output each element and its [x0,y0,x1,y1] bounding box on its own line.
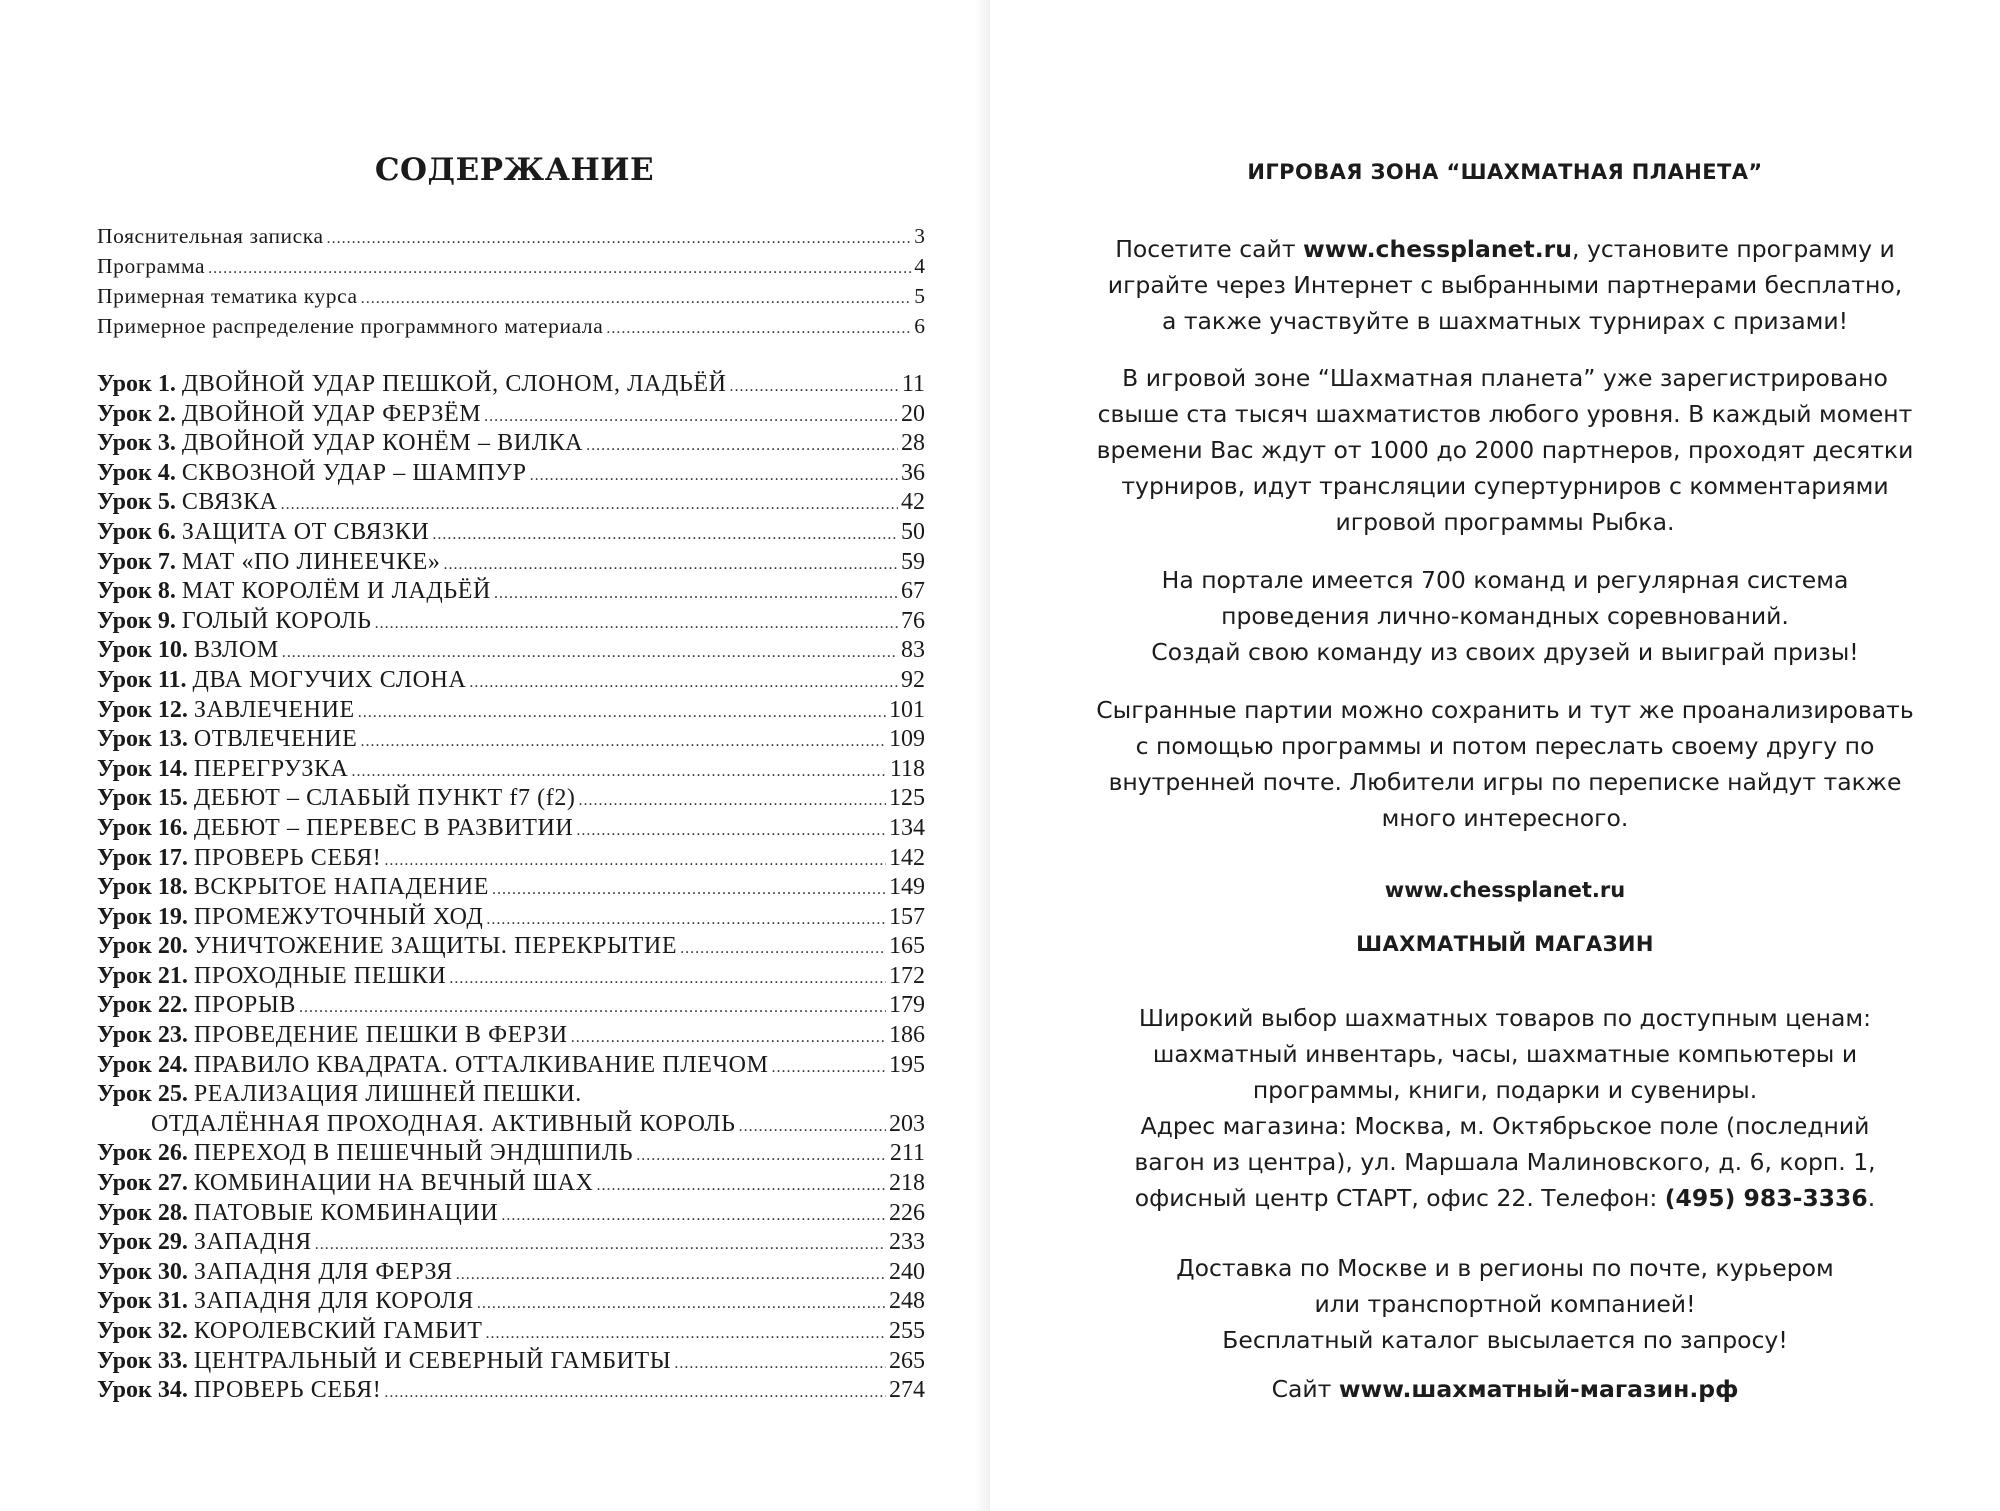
paragraph-games [1060,692,1950,836]
toc-lesson-number: Урок 26. [97,1140,194,1167]
toc-entry [97,430,925,460]
toc-page-number: 4 [914,254,925,278]
toc-entry-title: ВСКРЫТОЕ НАПАДЕНИЕ [193,874,489,901]
toc-entry [97,1259,925,1289]
toc-entry-title: Примерная тематика курса [97,284,358,308]
toc-dot-leader [352,763,887,781]
toc-page-number: 76 [901,607,925,634]
shop-line: программы, книги, подарки и сувениры. [1252,1076,1758,1104]
shop-site-label: Сайт [1271,1375,1339,1403]
toc-page-number: 28 [901,430,925,457]
shop-line: Адрес магазина: Москва, м. Октябрьское поле (последний [1140,1112,1870,1140]
toc-dot-leader [358,704,886,722]
toc-entry-title: ВЗЛОМ [193,637,279,664]
toc-lesson-number: Урок 18. [97,874,194,901]
toc-dot-leader [384,852,886,870]
toc-page-number: 233 [889,1229,925,1256]
toc-entry-title: МАТ КОРОЛЁМ И ЛАДЬЁЙ [181,578,491,605]
toc-page-number: 165 [889,933,925,960]
paragraph-delivery [1060,1250,1950,1358]
toc-entry-title: СВЯЗКА [181,489,278,516]
toc-entry [97,1140,925,1170]
toc-entry [97,549,925,579]
toc-entry-title: ДВОЙНОЙ УДАР ФЕРЗЁМ [181,400,482,427]
heading-chess-shop: ШАХМАТНЫЙ МАГАЗИН [1356,932,1654,956]
toc-entry [97,460,925,490]
toc-page-number: 6 [914,314,925,338]
toc-entry-title: ГОЛЫЙ КОРОЛЬ [181,607,372,634]
toc-lesson-number: Урок 28. [97,1199,194,1226]
toc-entry-title: ЗАПАДНЯ [193,1229,312,1256]
toc-page-number: 248 [889,1288,925,1315]
portal-line: На портале имеется 700 команд и регулярная система [1161,566,1849,594]
toc-page-number: 109 [889,726,925,753]
toc-page-number: 218 [889,1170,925,1197]
games-line: много интересного. [1381,804,1629,832]
toc-dot-leader [469,674,898,692]
toc-entry-title: ЗАВЛЕЧЕНИЕ [193,696,355,723]
toc-intro-list [97,224,925,344]
toc-entry-title: ПРОХОДНЫЕ ПЕШКИ [193,962,447,989]
toc-dot-leader [456,1266,886,1284]
shop-line-end: . [1867,1184,1876,1212]
toc-dot-leader [739,1118,886,1136]
toc-lesson-number: Урок 9. [97,607,182,634]
toc-page-number: 36 [901,459,925,486]
toc-dot-leader [375,615,898,633]
shop-line: вагон из центра), ул. Маршала Малиновского, д. 6, корп. 1, [1134,1148,1876,1176]
toc-entry [97,578,925,608]
toc-page-number: 255 [889,1318,925,1344]
toc-entry [97,1377,925,1407]
toc-lesson-number: Урок 1. [97,371,182,397]
delivery-line: Бесплатный каталог высылается по запросу! [1222,1326,1788,1354]
toc-lesson-number: Урок 30. [97,1258,194,1285]
toc-lesson-number: Урок 25. [97,1081,194,1108]
toc-page-number: 203 [889,1110,925,1137]
toc-page-number: 157 [889,903,925,930]
toc-page-number: 179 [889,992,925,1019]
toc-entry [97,1111,925,1141]
toc-entry-title: ПРАВИЛО КВАДРАТА. ОТТАЛКИВАНИЕ ПЛЕЧОМ [193,1051,769,1078]
toc-entry-title: Примерное распределение программного материала [97,314,604,338]
zone-line: турниров, идут трансляции супертурниров с комментариями [1121,472,1889,500]
toc-page-number: 11 [901,371,925,397]
toc-dot-leader [596,1177,886,1195]
toc-dot-leader [674,1355,886,1373]
toc-lesson-number: Урок 13. [97,726,194,753]
toc-lesson-number: Урок 6. [97,518,182,545]
toc-page-number: 226 [889,1199,925,1226]
toc-entry [97,1200,925,1230]
toc-dot-leader [680,940,886,958]
toc-lesson-number: Урок 15. [97,785,194,812]
toc-dot-leader [327,230,912,248]
toc-dot-leader [282,644,898,662]
heading-game-zone: ИГРОВАЯ ЗОНА “ШАХМАТНАЯ ПЛАНЕТА” [1247,160,1763,184]
toc-entry [97,697,925,727]
toc-entry-title: ОТДАЛЁННАЯ ПРОХОДНАЯ. АКТИВНЫЙ КОРОЛЬ [151,1110,736,1137]
toc-entry-title: ЗАПАДНЯ ДЛЯ КОРОЛЯ [193,1288,474,1315]
toc-entry-title: ОТВЛЕЧЕНИЕ [193,726,358,753]
toc-lesson-number: Урок 14. [97,755,194,782]
toc-dot-leader [484,408,898,426]
toc-entry [97,726,925,756]
toc-entry [97,1318,925,1348]
toc-entry [97,1170,925,1200]
toc-dot-leader [432,526,898,544]
toc-dot-leader [730,378,899,396]
toc-entry [97,933,925,963]
toc-page-number: 83 [901,637,925,664]
toc-page-number: 211 [889,1140,925,1167]
toc-dot-leader [530,467,898,485]
toc-entry-title: РЕАЛИЗАЦИЯ ЛИШНЕЙ ПЕШКИ. [193,1081,582,1108]
toc-lesson-number: Урок 20. [97,933,194,960]
toc-entry [97,608,925,638]
toc-dot-leader [586,437,898,455]
zone-line: В игровой зоне “Шахматная планета” уже зарегистрировано [1122,364,1888,392]
toc-lesson-number: Урок 34. [97,1377,194,1404]
left-page [0,0,990,1511]
toc-lesson-number: Урок 8. [97,578,182,605]
toc-page-number: 67 [901,578,925,605]
toc-entry [97,1288,925,1318]
toc-entry [97,963,925,993]
toc-lesson-number: Урок 24. [97,1051,194,1078]
toc-page-number: 195 [889,1051,925,1078]
toc-entry [97,756,925,786]
toc-entry-title: СКВОЗНОЙ УДАР – ШАМПУР [181,459,527,486]
visit-text: Посетите сайт [1115,235,1303,263]
toc-lesson-number: Урок 19. [97,903,194,930]
toc-page-number: 118 [889,755,925,782]
toc-entry-title: КОМБИНАЦИИ НА ВЕЧНЫЙ ШАХ [193,1170,594,1197]
toc-dot-leader [501,1207,886,1225]
toc-entry [97,992,925,1022]
toc-entry-title: ПРОВЕРЬ СЕБЯ! [193,844,382,871]
toc-lesson-number: Урок 3. [97,430,182,457]
toc-page-number: 50 [901,518,925,545]
toc-entry [97,254,925,284]
toc-entry-title: ПРОВЕДЕНИЕ ПЕШКИ В ФЕРЗИ [193,1022,568,1049]
toc-lesson-number: Урок 17. [97,844,194,871]
toc-dot-leader [576,822,886,840]
games-line: с помощью программы и потом переслать своему другу по [1135,732,1875,760]
toc-dot-leader [208,260,911,278]
toc-entry [97,519,925,549]
zone-line: времени Вас ждут от 1000 до 2000 партнеров, проходят десятки [1096,436,1914,464]
toc-dot-leader [281,496,898,514]
toc-entry-title: ДВОЙНОЙ УДАР КОНЁМ – ВИЛКА [181,430,584,457]
toc-dot-leader [360,733,886,751]
paragraph-portal [1060,562,1950,670]
toc-dot-leader [477,1295,886,1313]
toc-entry [97,1348,925,1378]
toc-lesson-number: Урок 33. [97,1347,194,1374]
toc-dot-leader [606,320,911,338]
toc-page-number: 134 [889,814,925,841]
toc-entry [97,401,925,431]
shop-phone: (495) 983-3336 [1664,1184,1868,1212]
toc-dot-leader [486,911,886,929]
chessplanet-link[interactable]: www.chessplanet.ru [1302,235,1572,263]
delivery-line: или транспортной компанией! [1314,1290,1696,1318]
toc-entry [97,845,925,875]
shop-line: шахматный инвентарь, часы, шахматные компьютеры и [1152,1040,1858,1068]
toc-page-number: 240 [889,1258,925,1285]
visit-text-cont: , установите программу и [1572,235,1895,263]
toc-entry-title: ЗАПАДНЯ ДЛЯ ФЕРЗЯ [193,1258,453,1285]
toc-entry-title: ПРОРЫВ [193,992,297,1019]
toc-entry [97,1022,925,1052]
toc-page-number: 186 [889,1022,925,1049]
site-url-link[interactable]: www.chessplanet.ru [1384,878,1626,902]
toc-entry [97,667,925,697]
toc-entry [97,284,925,314]
visit-line-2: играйте через Интернет с выбранными партнерами бесплатно, [1107,271,1903,299]
shop-site-link[interactable]: www.шахматный-магазин.рф [1338,1375,1739,1403]
visit-line-3: а также участвуйте в шахматных турнирах с призами! [1161,307,1849,335]
toc-dot-leader [299,999,886,1017]
toc-page-number: 92 [901,666,925,693]
toc-page-number: 101 [889,696,925,723]
paragraph-shop-site [1060,1371,1950,1407]
toc-dot-leader [579,792,886,810]
games-line: Сыгранные партии можно сохранить и тут же проанализировать [1096,696,1914,724]
toc-dot-leader [636,1147,887,1165]
toc-page-number: 5 [914,284,925,308]
toc-lesson-number: Урок 2. [97,400,182,427]
toc-entry-title: ЗАЩИТА ОТ СВЯЗКИ [181,518,430,545]
toc-lesson-number: Урок 27. [97,1170,194,1197]
toc-page-number: 3 [914,224,925,248]
shop-line: офисный центр СТАРТ, офис 22. Телефон: [1134,1184,1665,1212]
toc-lesson-number: Урок 29. [97,1229,194,1256]
toc-lesson-number: Урок 32. [97,1318,194,1344]
toc-lesson-number: Урок 23. [97,1022,194,1049]
toc-dot-leader [494,585,898,603]
toc-entry-title: ДВА МОГУЧИХ СЛОНА [192,666,467,693]
toc-dot-leader [361,290,912,308]
toc-entry [97,874,925,904]
paragraph-game-zone [1060,360,1950,540]
zone-line: игровой программы Рыбка. [1335,508,1675,536]
toc-entry-title: Программа [97,254,206,278]
portal-line: проведения лично-командных соревнований. [1221,602,1789,630]
toc-dot-leader [772,1059,886,1077]
toc-lesson-number: Урок 16. [97,814,194,841]
toc-entry-title: Пояснительная записка [97,224,324,248]
toc-dot-leader [485,1325,886,1343]
toc-entry [97,1229,925,1259]
toc-entry [97,314,925,344]
toc-entry-title: КОРОЛЕВСКИЙ ГАМБИТ [193,1318,483,1344]
toc-lesson-number: Урок 7. [97,548,182,575]
toc-dot-leader [384,1384,886,1402]
toc-entry-title: ДЕБЮТ – СЛАБЫЙ ПУНКТ f7 (f2) [193,785,576,812]
toc-page-number: 142 [889,844,925,871]
toc-entry-title: ПЕРЕГРУЗКА [193,755,349,782]
zone-line: свыше ста тысяч шахматистов любого уровня. В каждый момент [1097,400,1913,428]
toc-lesson-number: Урок 31. [97,1288,194,1315]
toc-lessons-list [97,371,925,1407]
games-line: внутренней почте. Любители игры по переписке найдут также [1108,768,1902,796]
toc-entry [97,489,925,519]
toc-entry-title: ПАТОВЫЕ КОМБИНАЦИИ [193,1199,499,1226]
toc-entry-title: ПРОМЕЖУТОЧНЫЙ ХОД [193,903,484,930]
toc-entry-title: ЦЕНТРАЛЬНЫЙ И СЕВЕРНЫЙ ГАМБИТЫ [193,1347,672,1374]
toc-page-number: 149 [889,874,925,901]
toc-entry [97,637,925,667]
paragraph-visit-site [1060,231,1950,339]
toc-entry-title: УНИЧТОЖЕНИЕ ЗАЩИТЫ. ПЕРЕКРЫТИЕ [193,933,678,960]
toc-page-number: 265 [889,1347,925,1374]
toc-dot-leader [571,1029,886,1047]
paragraph-shop [1060,1000,1950,1216]
toc-entry [97,224,925,254]
toc-lesson-number: Урок 11. [97,666,193,693]
toc-lesson-number: Урок 4. [97,459,182,486]
toc-entry [97,371,925,401]
toc-lesson-number: Урок 22. [97,992,194,1019]
toc-entry-title: МАТ «ПО ЛИНЕЕЧКЕ» [181,548,441,575]
toc-entry [97,904,925,934]
toc-entry [97,785,925,815]
toc-dot-leader [449,970,886,988]
toc-page-number: 59 [901,548,925,575]
toc-lesson-number: Урок 10. [97,637,194,664]
portal-line: Создай свою команду из своих друзей и выиграй призы! [1151,638,1859,666]
toc-entry-title: ДВОЙНОЙ УДАР ПЕШКОЙ, СЛОНОМ, ЛАДЬЁЙ [181,371,727,397]
toc-entry-title: ПЕРЕХОД В ПЕШЕЧНЫЙ ЭНДШПИЛЬ [193,1140,634,1167]
toc-lesson-number: Урок 5. [97,489,182,516]
toc-entry [97,815,925,845]
toc-dot-leader [315,1236,886,1254]
toc-lesson-number: Урок 21. [97,962,194,989]
toc-entry-title: ДЕБЮТ – ПЕРЕВЕС В РАЗВИТИИ [193,814,574,841]
toc-page-number: 20 [901,400,925,427]
toc-title: СОДЕРЖАНИЕ [374,152,655,188]
toc-dot-leader [492,881,886,899]
delivery-line: Доставка по Москве и в регионы по почте, курьером [1176,1254,1834,1282]
toc-page-number: 172 [889,962,925,989]
toc-entry [97,1081,925,1111]
toc-lesson-number: Урок 12. [97,696,194,723]
toc-entry-title: ПРОВЕРЬ СЕБЯ! [193,1377,382,1404]
shop-line: Широкий выбор шахматных товаров по доступным ценам: [1138,1004,1872,1032]
toc-page-number: 274 [889,1377,925,1404]
toc-dot-leader [443,556,898,574]
toc-page-number: 42 [901,489,925,516]
toc-page-number: 125 [889,785,925,812]
toc-entry [97,1052,925,1082]
